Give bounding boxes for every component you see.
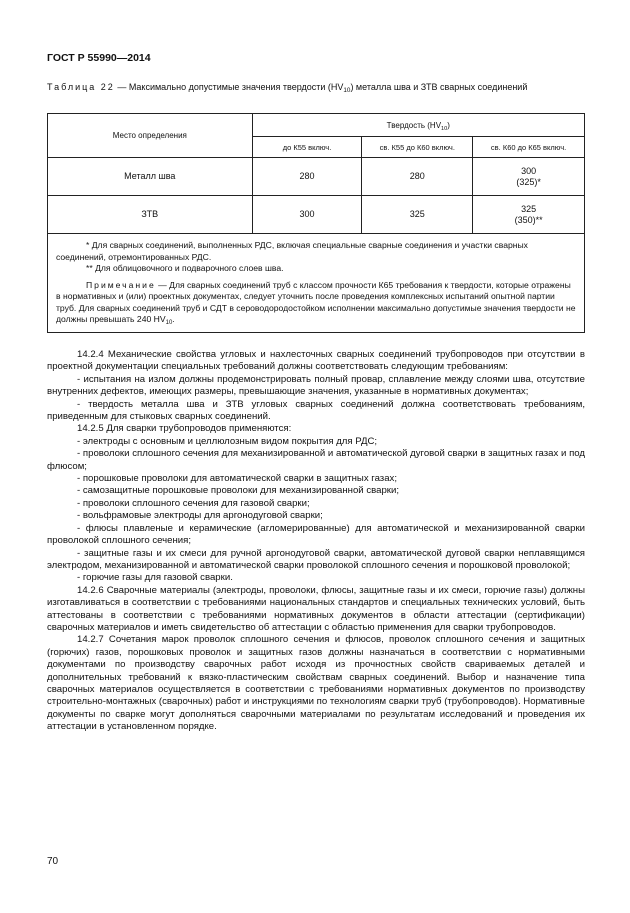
cell-value: 325 xyxy=(521,203,537,214)
paragraph: - самозащитные порошковые проволоки для механизированной сварки; xyxy=(77,485,400,497)
page-number: 70 xyxy=(47,856,59,867)
cell-value: 300 xyxy=(252,196,362,234)
cell-value-multi xyxy=(473,196,585,234)
note-3-label: Примечание xyxy=(86,279,156,290)
paragraph: 14.2.4 Механические свойства угловых и нахлесточных сварных соединений трубопроводов при отсутствии в проектной документации специальных требований должны соответствовать следующим требованиям: xyxy=(47,349,585,373)
note-3-text: — Для сварных соединений труб с классом прочности К65 требования к твердости, которые отражены в нормативных и (или) проектных документах, следует уточнить после проведения комплексных испытаний опытной партии труб. Для сварных соединений труб и СДТ в сероводородостойком исполнении максимально допустимые значения твердости не должны превышать 240 HV xyxy=(56,279,576,324)
table-notes xyxy=(48,234,585,333)
paragraph: 14.2.7 Сочетания марок проволок сплошного сечения и флюсов, проволок сплошного сечения и защитных (горючих) газов, порошковых проволок и защитных газов должны назначаться в соответствии с нормативными документами по производству сварочных работ исходя из прочностных свойств свариваемых деталей и дополнительных требований к вязко-пластическим свойствам сварных соединений. Выбор и назначение типа сварочных материалов осуществляется в соответствии с требованиями нормативных документов по производству строительно-монтажных (сварочных) работ и инструкциями по технологиям сварки труб (трубопроводов). Нормативные документы по сварке могут дополняться сварочными материалами по результатам исследований и проведения их аттестации в установленном порядке. xyxy=(47,634,585,733)
header-sub-2: св. К55 до К60 включ. xyxy=(362,137,473,158)
cell-value-alt: (325)* xyxy=(516,176,541,187)
paragraph: - флюсы плавленые и керамические (агломерированные) для автоматической и механизированной сварки проволокой сплошного сечения; xyxy=(47,522,585,547)
cell-value: 325 xyxy=(362,196,473,234)
note-1: * Для сварных соединений, выполненных РДС, включая специальные сварные соединения и участки сварных соединений, отремонтированных РДС. xyxy=(56,240,528,262)
paragraph: - электроды с основным и целлюлозным видом покрытия для РДС; xyxy=(77,435,378,447)
cell-place: ЗТВ xyxy=(48,196,253,234)
note-3-post: . xyxy=(172,314,175,324)
header-sub-3: св. К60 до К65 включ. xyxy=(473,137,585,158)
cell-value: 280 xyxy=(252,158,362,196)
paragraph: - твердость металла шва и ЗТВ угловых сварных соединений должна соответствовать требованиям, приведенным для стыковых сварных соединений. xyxy=(47,398,585,423)
note-3-sub: 10 xyxy=(165,320,173,326)
table-row xyxy=(48,196,585,234)
header-hardness-sub: 10 xyxy=(441,125,448,132)
cell-value-multi xyxy=(473,158,585,196)
header-place: Место определения xyxy=(48,114,253,158)
header-hardness-post: ) xyxy=(447,120,450,130)
cell-value-alt: (350)** xyxy=(514,214,543,225)
header-hardness xyxy=(252,114,584,137)
paragraph: 14.2.6 Сварочные материалы (электроды, проволоки, флюсы, защитные газы и их смеси, горючие газы) должны изготавливаться в соответствии с требованиями национальных стандартов и специальных технических условий, быть аттестованы в соответствии с требованиями нормативных документов в области аттестации (сертификации) сварочных материалов и иметь свидетельство об аттестации с областью применения для сварки трубопроводов. xyxy=(47,584,585,633)
cell-value: 300 xyxy=(521,165,537,176)
hardness-table xyxy=(47,113,585,333)
paragraph: - горючие газы для газовой сварки. xyxy=(77,572,233,584)
note-3 xyxy=(56,280,576,326)
table-caption xyxy=(47,81,585,93)
cell-place: Металл шва xyxy=(48,158,253,196)
note-2: ** Для облицовочного и подварочного слоев шва. xyxy=(86,263,284,273)
table-caption-label: Таблица 22 xyxy=(47,82,115,92)
paragraph: - испытания на излом должны продемонстрировать полный провар, сплавление между слоями шва, отсутствие внутренних дефектов, имеющих размеры, превышающие значения, указанные в нормативных документах; xyxy=(47,373,585,398)
body-text xyxy=(47,349,585,734)
paragraph: - проволоки сплошного сечения для механизированной и автоматической дуговой сварки в защитных газах и под флюсом; xyxy=(47,448,585,472)
paragraph: - защитные газы и их смеси для ручной аргонодуговой сварки, автоматической дуговой сварки неплавящимся электродом, механизированной и автоматической сварки проволокой сплошного сечения и порошковой проволокой; xyxy=(47,547,585,571)
table-caption-sub: 10 xyxy=(343,87,351,94)
paragraph: - порошковые проволоки для автоматической сварки в защитных газах; xyxy=(77,473,397,485)
table-caption-text-post: ) металла шва и ЗТВ сварных соединений xyxy=(350,82,528,92)
header-sub-1: до К55 включ. xyxy=(252,137,362,158)
paragraph: 14.2.5 Для сварки трубопроводов применяются: xyxy=(77,423,292,435)
paragraph: - проволоки сплошного сечения для газовой сварки; xyxy=(77,497,310,509)
header-hardness-pre: Твердость (HV xyxy=(386,120,442,130)
document-header: ГОСТ Р 55990—2014 xyxy=(47,52,151,64)
table-caption-text-pre: — Максимально допустимые значения твердости (HV xyxy=(114,82,344,92)
cell-value: 280 xyxy=(362,158,473,196)
table-row xyxy=(48,158,585,196)
paragraph: - вольфрамовые электроды для аргонодуговой сварки; xyxy=(77,510,323,522)
